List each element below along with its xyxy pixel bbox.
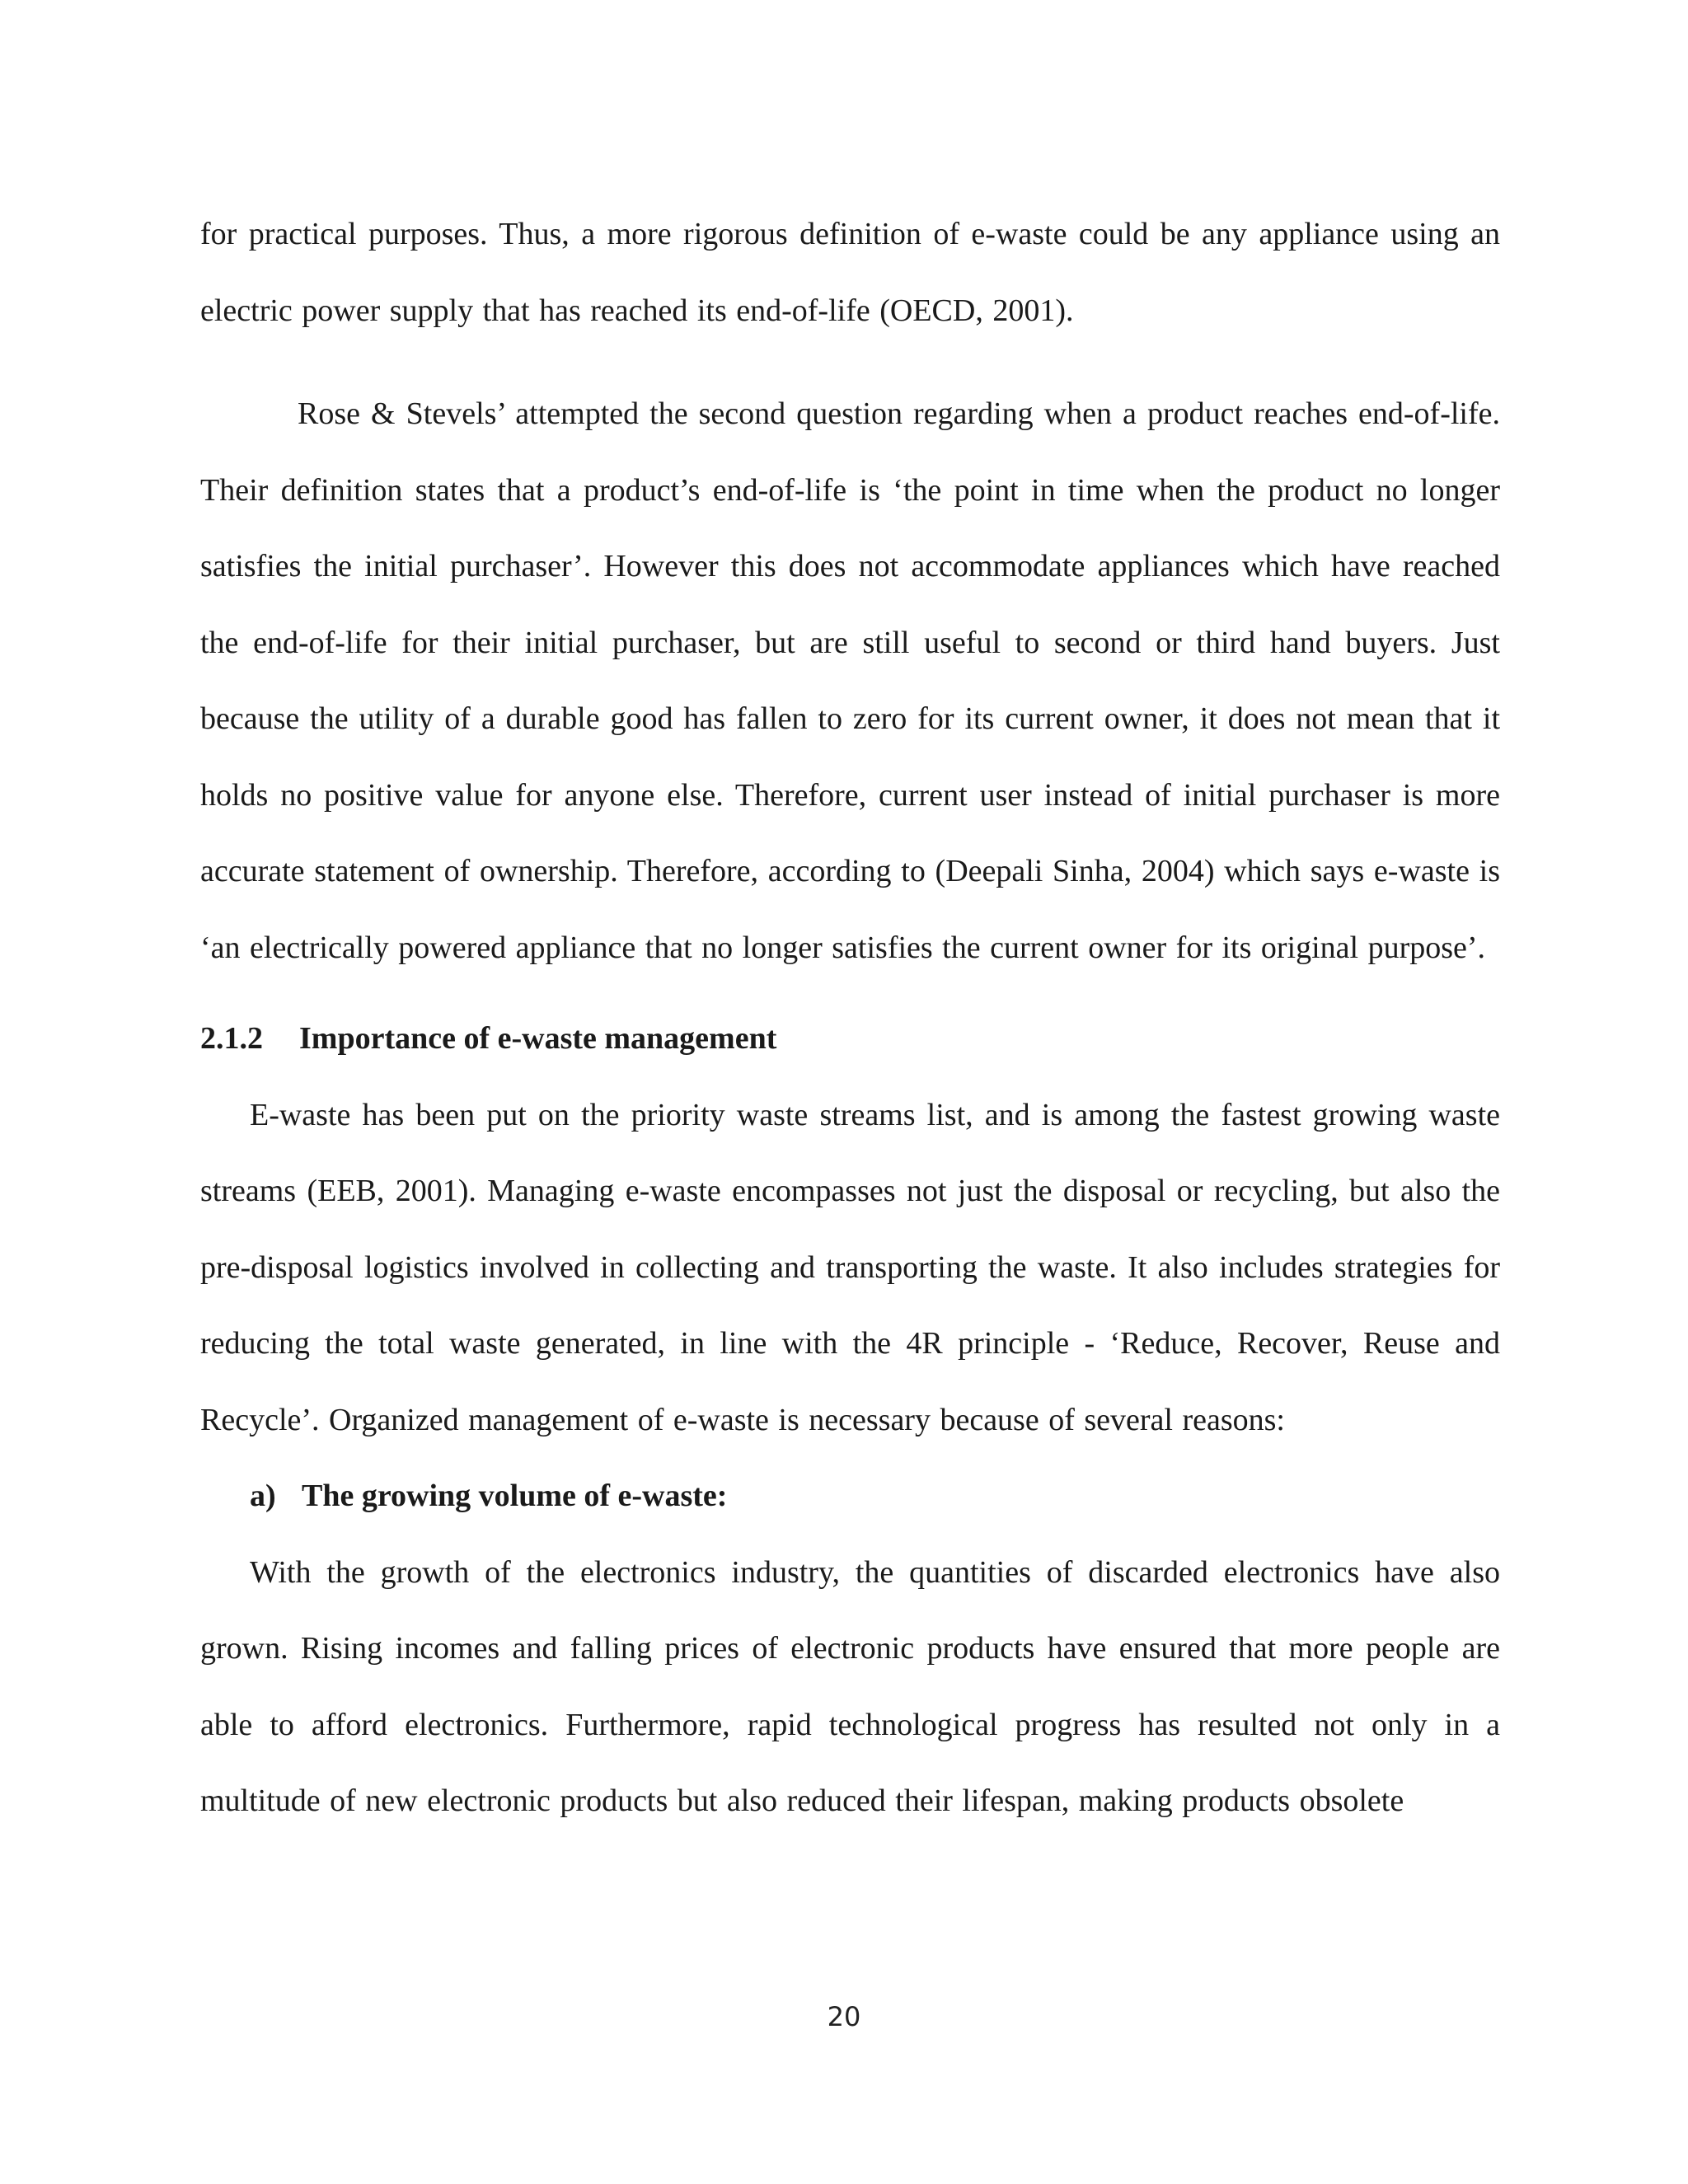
section-heading [200, 1001, 1500, 1077]
section-title: Importance of e-waste management [299, 1021, 777, 1056]
subsection-marker: a) [250, 1479, 276, 1513]
subsection-title: The growing volume of e-waste: [302, 1479, 728, 1513]
paragraph-end-of-life: Rose & Stevels’ attempted the second question regarding when a product reaches end-of-life. Their definition states that a product’s end-of-life is ‘the point in time when the product no longer satisfies the initial purchaser’. However this does not accommodate appliances which have reached the end-of-life for their initial purchaser, but are still useful to second or third hand buyers. Just because the utility of a durable good has fallen to zero for its current owner, it does not mean that it holds no positive value for anyone else. Therefore, current user instead of initial purchaser is more accurate statement of ownership. Therefore, according to (Deepali Sinha, 2004) which says e-waste is ‘an electrically powered appliance that no longer satisfies the current owner for its original purpose’. [200, 396, 1500, 965]
page-number: 20 [827, 2001, 861, 2032]
section-number: 2.1.2 [200, 1021, 263, 1056]
subsection-heading [200, 1458, 1500, 1535]
paragraph-oecd-definition: for practical purposes. Thus, a more rigorous definition of e-waste could be any appliance using an electric power supply that has reached its end-of-life (OECD, 2001). [200, 217, 1500, 328]
paragraph-ewaste-management: E-waste has been put on the priority waste streams list, and is among the fastest growing waste streams (EEB, 2001). Managing e-waste encompasses not just the disposal or recycling, but also the pre-disposal logistics involved in collecting and transporting the waste. It also includes strategies for reducing the total waste generated, in line with the 4R principle - ‘Reduce, Recover, Reuse and Recycle’. Organized management of e-waste is necessary because of several reasons: [200, 1097, 1500, 1437]
page-body [200, 196, 1500, 1840]
paragraph-growing-volume: With the growth of the electronics industry, the quantities of discarded electronics have also grown. Rising incomes and falling prices of electronic products have ensured that more people are able to afford electronics. Furthermore, rapid technological progress has resulted not only in a multitude of new electronic products but also reduced their lifespan, making products obsolete [200, 1554, 1500, 1818]
